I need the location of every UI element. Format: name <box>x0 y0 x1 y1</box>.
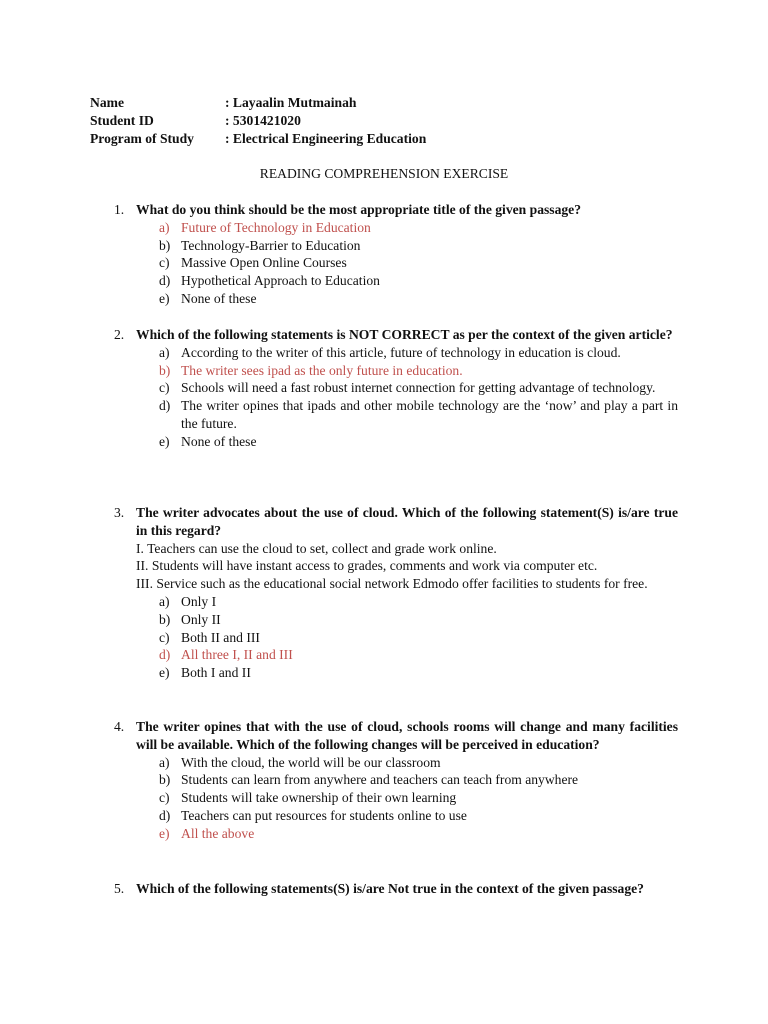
statement-3: III. Service such as the educational social network Edmodo offer facilities to students for free. <box>136 576 648 592</box>
option-e: e) None of these <box>159 433 257 449</box>
option-a: a) Only I <box>159 593 217 609</box>
question-1 <box>114 201 678 308</box>
program-value: : Electrical Engineering Education <box>225 130 427 146</box>
question-text: Which of the following statements is NOT CORRECT as per the context of the given article? <box>136 327 673 342</box>
name-value: : Layaalin Mutmainah <box>225 95 357 110</box>
question-number: 5. <box>114 881 125 896</box>
question-2 <box>114 326 678 451</box>
option-d: d) Hypothetical Approach to Education <box>159 273 380 289</box>
option-a: a) According to the writer of this article, future of technology in education is cloud. <box>159 344 621 360</box>
option-b: b) Technology-Barrier to Education <box>159 237 361 253</box>
option-c: c) Students will take ownership of their own learning <box>159 790 457 806</box>
option-e: e) None of these <box>159 290 257 306</box>
student-id-label: Student ID <box>90 112 154 128</box>
student-id-value: : 5301421020 <box>225 112 301 128</box>
question-number: 2. <box>114 327 125 342</box>
option-a: a) With the cloud, the world will be our classroom <box>159 754 441 770</box>
statement-1: I. Teachers can use the cloud to set, collect and grade work online. <box>136 540 497 556</box>
question-4 <box>114 718 678 843</box>
option-b: b) Only II <box>159 611 221 627</box>
option-b: b) The writer sees ipad as the only future in education. <box>159 362 463 378</box>
option-c: c) Schools will need a fast robust internet connection for getting advantage of technology. <box>159 380 656 396</box>
option-c: c) Massive Open Online Courses <box>159 255 347 271</box>
question-number: 3. <box>114 505 125 520</box>
option-a: a) Future of Technology in Education <box>159 219 371 235</box>
option-list <box>114 754 678 843</box>
option-d: d) Teachers can put resources for students online to use <box>159 807 467 823</box>
name-label: Name <box>90 95 124 110</box>
student-info <box>90 94 426 147</box>
option-c: c) Both II and III <box>159 629 260 645</box>
option-list <box>114 593 678 682</box>
question-text: Which of the following statements(S) is/are Not true in the context of the given passage? <box>136 881 644 896</box>
option-list <box>114 344 678 451</box>
question-number: 1. <box>114 202 125 217</box>
question-5 <box>114 880 678 898</box>
option-e: e) All the above <box>159 825 255 841</box>
question-text: The writer advocates about the use of cloud. Which of the following statement(S) is/are true in this regard? <box>136 505 678 538</box>
option-b: b) Students can learn from anywhere and teachers can teach from anywhere <box>159 772 579 788</box>
statement-2: II. Students will have instant access to grades, comments and work via computer etc. <box>136 558 598 574</box>
question-text: What do you think should be the most appropriate title of the given passage? <box>136 202 581 217</box>
option-d: d) The writer opines that ipads and other mobile technology are the ‘now’ and play a part in the future. <box>159 398 678 431</box>
question-3 <box>114 504 678 682</box>
question-text: The writer opines that with the use of cloud, schools rooms will change and many facilities will be available. Which of the following changes will be perceived in education? <box>136 719 678 752</box>
name-row <box>90 94 426 112</box>
program-row <box>90 130 426 148</box>
page-title: READING COMPREHENSION EXERCISE <box>259 166 509 181</box>
option-d: d) All three I, II and III <box>159 647 293 663</box>
question-number: 4. <box>114 719 125 734</box>
option-e: e) Both I and II <box>159 665 251 681</box>
program-label: Program of Study <box>90 130 194 146</box>
student-id-row <box>90 112 426 130</box>
option-list <box>114 219 678 308</box>
